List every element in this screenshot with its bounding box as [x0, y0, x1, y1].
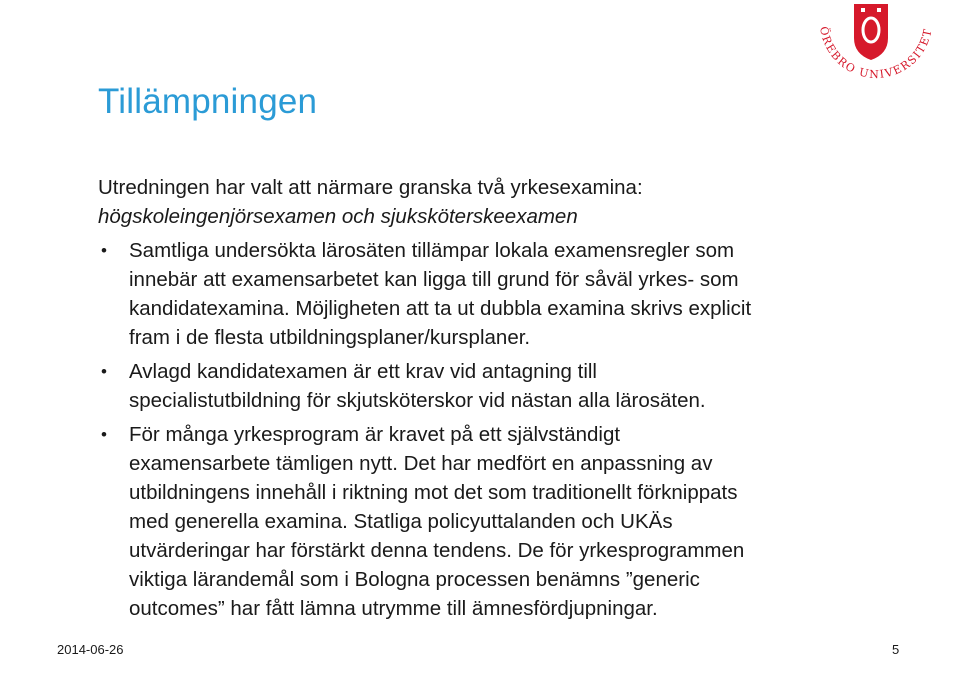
shield-icon	[854, 4, 888, 60]
footer-date: 2014-06-26	[57, 642, 124, 657]
university-logo	[806, 0, 936, 82]
bullet-icon: •	[101, 241, 107, 260]
bullet-icon: •	[101, 425, 107, 444]
bullet-item-1: • Samtliga undersökta lärosäten tillämpar lokala examensregler som innebär att examensarbetet kan ligga till grund för såväl yrkes- som kandidatexamina. Möjligheten att ta ut dubbla examina skrivs explicit fram i de flesta utbildningsplaner/kursplaner.	[98, 236, 858, 352]
bullet-list	[98, 236, 858, 623]
bullet-item-3: • För många yrkesprogram är kravet på ett självständigt examensarbete tämligen nytt. Det har medfört en anpassning av utbildningens innehåll i riktning mot det som traditionellt förknippats med generella examina. Statliga policyuttalanden och UKÄs utvärderingar har förstärkt denna tendens. De för yrkesprogrammen viktiga lärandemål som i Bologna processen benämns ”generic outcomes” har fått lämna utrymme till ämnesfördjupningar.	[98, 420, 858, 623]
bullet-item-2: • Avlagd kandidatexamen är ett krav vid antagning till specialistutbildning för skjutsköterskor vid nästan alla lärosäten.	[98, 357, 858, 415]
page-number: 5	[892, 642, 900, 657]
bullet-icon: •	[101, 362, 107, 381]
slide-title: Tillämpningen	[98, 82, 318, 121]
intro-line-2: högskoleingenjörsexamen och sjuksköterskeexamen	[98, 205, 578, 228]
intro-text	[98, 173, 643, 231]
intro-line-1: Utredningen har valt att närmare granska två yrkesexamina:	[98, 176, 643, 199]
logo-text: ÖREBRO UNIVERSITET	[817, 25, 935, 82]
